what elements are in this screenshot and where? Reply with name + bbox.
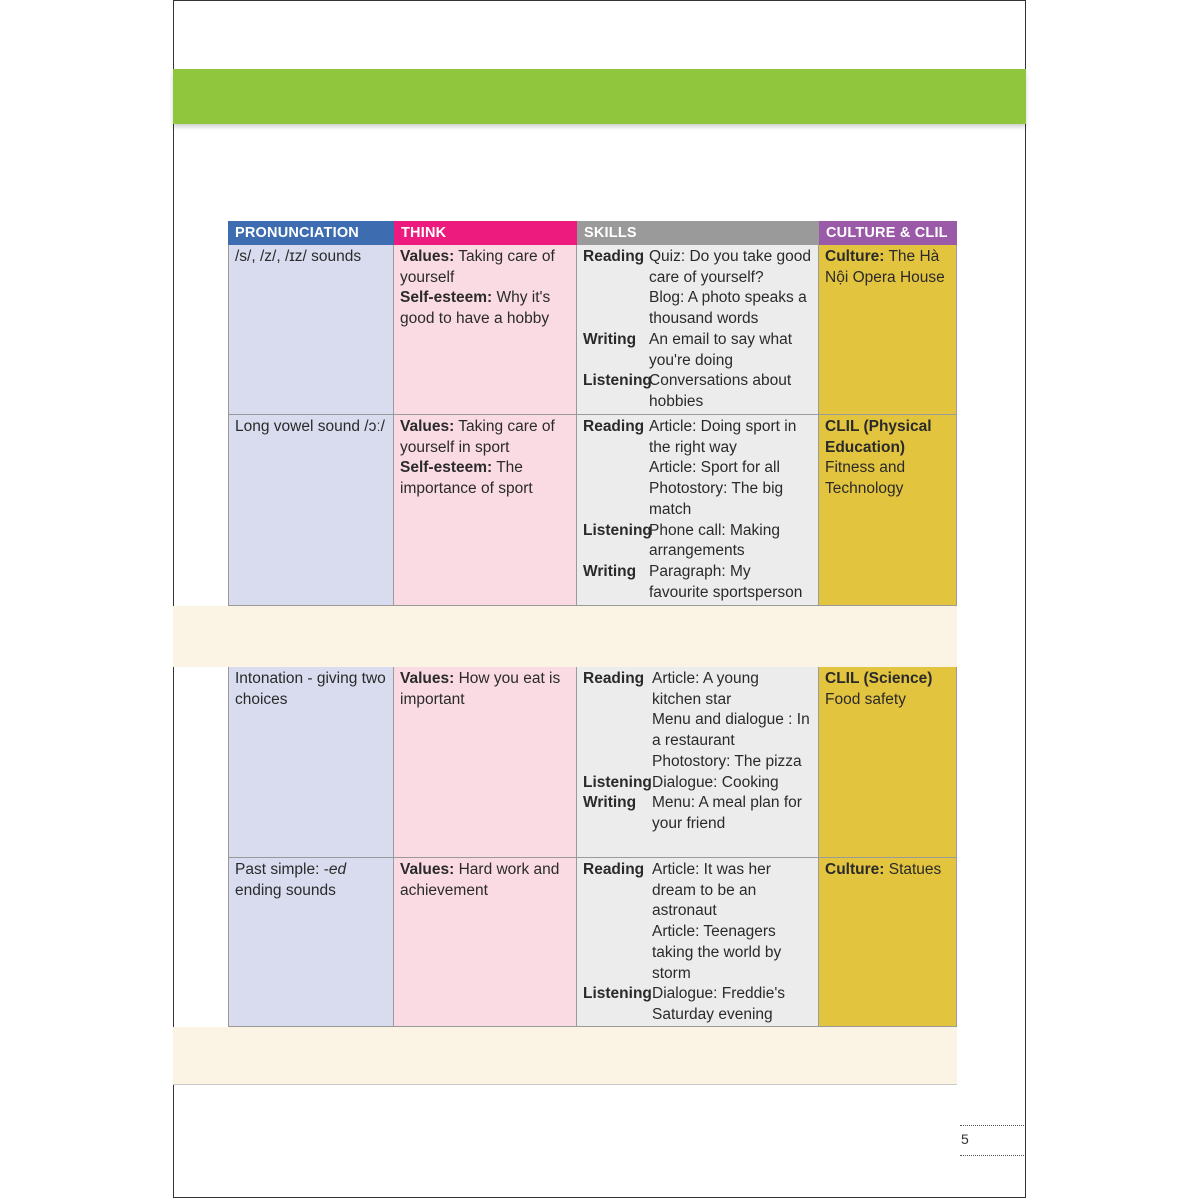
pronunciation-italic: ed bbox=[328, 861, 347, 878]
skill-type: Listening bbox=[583, 985, 652, 1003]
culture-label-text: CLIL (Physical Education) bbox=[825, 418, 932, 456]
row-3-skills bbox=[577, 667, 819, 858]
skill-item: Article: Sport for all bbox=[649, 459, 780, 477]
skill-reading bbox=[583, 417, 812, 521]
skill-listening bbox=[583, 773, 812, 794]
skill-type: Reading bbox=[583, 861, 645, 878]
culture-label bbox=[825, 669, 950, 690]
page-number-rule-top bbox=[960, 1125, 1024, 1126]
header-pronunciation: PRONUNCIATION bbox=[228, 221, 394, 245]
skill-type: Listening bbox=[583, 773, 652, 791]
skill-writing bbox=[583, 330, 812, 371]
skill-listening bbox=[583, 984, 812, 1025]
skill-item: Photostory: The big match bbox=[649, 480, 784, 518]
row-1-skills bbox=[577, 245, 819, 415]
row-1-think bbox=[394, 245, 577, 415]
skill-item: Photostory: The pizza bbox=[652, 752, 802, 770]
pronunciation-text: Long vowel sound /ɔː/ bbox=[235, 418, 385, 435]
think-text: The importance of sport bbox=[400, 459, 533, 498]
culture-text: Statues bbox=[884, 861, 942, 878]
row-2-skills bbox=[577, 415, 819, 606]
skill-listening bbox=[583, 521, 812, 562]
think-text: Hard work and achievement bbox=[400, 861, 560, 899]
skill-listening bbox=[583, 371, 812, 412]
culture-text: Fitness and Technology bbox=[825, 459, 906, 498]
skill-writing bbox=[583, 562, 812, 603]
skill-type: Listening bbox=[583, 372, 652, 390]
think-values bbox=[400, 417, 570, 458]
row-4-pronunciation bbox=[228, 858, 394, 1027]
skill-item: An email to say what you're doing bbox=[649, 330, 793, 369]
pronunciation-text: /s/, /z/, /ɪz/ sounds bbox=[235, 248, 362, 265]
section-separator bbox=[173, 606, 957, 667]
culture-label: Culture: bbox=[825, 248, 885, 265]
think-values bbox=[400, 247, 570, 288]
think-text: Taking care of yourself bbox=[400, 248, 555, 286]
skill-reading bbox=[583, 860, 812, 984]
culture-text: Food safety bbox=[825, 690, 906, 708]
header-think: THINK bbox=[394, 221, 577, 245]
skill-type: Writing bbox=[583, 562, 637, 580]
skill-reading bbox=[583, 669, 812, 773]
skill-item: Menu and dialogue : In a restaurant bbox=[652, 711, 810, 750]
row-4-culture bbox=[819, 858, 957, 1027]
skill-item: Menu: A meal plan for your friend bbox=[652, 794, 802, 832]
skill-item: Conversations about hobbies bbox=[649, 372, 792, 410]
pronunciation-text: Past simple: - bbox=[235, 861, 329, 878]
think-self-esteem bbox=[400, 458, 570, 499]
skill-item: Article: Teenagers taking the world by storm bbox=[652, 923, 782, 982]
think-values bbox=[400, 860, 570, 901]
skill-item: Dialogue: Cooking bbox=[652, 773, 779, 791]
skill-item: Phone call: Making arrangements bbox=[649, 521, 780, 560]
row-2-pronunciation bbox=[228, 415, 394, 606]
think-values bbox=[400, 669, 570, 710]
culture-text: The Hà Nội Opera House bbox=[825, 248, 945, 286]
skill-item: Article: A young kitchen star bbox=[652, 670, 759, 708]
row-3-think bbox=[394, 667, 577, 858]
row-3-pronunciation bbox=[228, 667, 394, 858]
row-3-culture bbox=[819, 667, 957, 858]
skill-type: Reading bbox=[583, 418, 645, 435]
culture-label bbox=[825, 417, 950, 458]
think-self-esteem bbox=[400, 288, 570, 329]
pronunciation-text: ending sounds bbox=[235, 881, 336, 899]
think-label: Self-esteem: bbox=[400, 289, 493, 307]
row-4-think bbox=[394, 858, 577, 1027]
skill-type: Reading bbox=[583, 670, 645, 687]
think-text: How you eat is important bbox=[400, 670, 561, 708]
row-1-pronunciation bbox=[228, 245, 394, 415]
think-text: Why it's good to have a hobby bbox=[400, 289, 551, 328]
think-label: Self-esteem: bbox=[400, 459, 493, 477]
skill-type: Listening bbox=[583, 521, 652, 539]
row-1-culture bbox=[819, 245, 957, 415]
think-label: Values: bbox=[400, 248, 455, 265]
page-number-rule-bottom bbox=[960, 1155, 1024, 1156]
row-2-think bbox=[394, 415, 577, 606]
skill-type: Reading bbox=[583, 248, 645, 265]
culture-label: Culture: bbox=[825, 861, 885, 878]
skill-item: Article: It was her dream to be an astronaut bbox=[652, 861, 771, 920]
think-label: Values: bbox=[400, 670, 455, 687]
skill-item: Blog: A photo speaks a thousand words bbox=[649, 289, 807, 328]
think-text: Taking care of yourself in sport bbox=[400, 418, 555, 456]
skill-item: Quiz: Do you take good care of yourself? bbox=[649, 248, 811, 286]
skill-reading bbox=[583, 247, 812, 330]
skill-writing bbox=[583, 793, 812, 834]
pronunciation-text: Intonation - giving two choices bbox=[235, 670, 386, 708]
skill-item: Paragraph: My favourite sportsperson bbox=[649, 562, 803, 601]
page-number: 5 bbox=[961, 1131, 969, 1147]
skill-item: Article: Doing sport in the right way bbox=[649, 418, 797, 456]
skill-type: Writing bbox=[583, 794, 637, 812]
think-label: Values: bbox=[400, 418, 455, 435]
row-4-skills bbox=[577, 858, 819, 1027]
header-culture-clil: CULTURE & CLIL bbox=[819, 221, 957, 245]
green-header-band bbox=[173, 69, 1026, 124]
culture-label-text: CLIL (Science) bbox=[825, 670, 933, 687]
row-2-culture bbox=[819, 415, 957, 606]
header-skills: SKILLS bbox=[577, 221, 819, 245]
think-label: Values: bbox=[400, 861, 455, 878]
skill-type: Writing bbox=[583, 330, 637, 348]
skill-item: Dialogue: Freddie's Saturday evening bbox=[652, 985, 786, 1023]
section-separator bbox=[173, 1027, 957, 1085]
